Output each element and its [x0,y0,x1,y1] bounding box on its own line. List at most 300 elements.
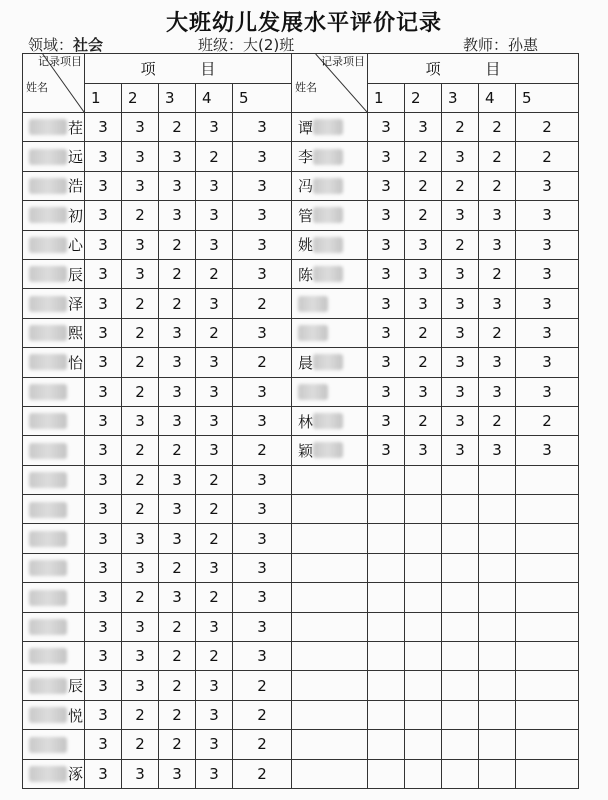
table-row [23,759,579,788]
score-cell: 3 [233,113,292,142]
student-name-cell [292,583,368,612]
student-name: 心 [68,236,84,255]
score-cell: 2 [122,377,159,406]
empty-cell [479,700,516,729]
student-name-cell [23,259,85,288]
table-body [23,113,579,789]
class-label: 班级： [198,36,244,54]
empty-cell [405,583,442,612]
redacted-name-blur [29,707,67,723]
score-cell: 2 [159,553,196,582]
score-cell: 3 [196,201,233,230]
table-row [23,230,579,259]
table-row [23,171,579,200]
student-name: 冯 [298,177,314,196]
score-cell: 3 [122,230,159,259]
empty-cell [516,465,579,494]
score-cell: 2 [122,318,159,347]
empty-cell [368,553,405,582]
score-cell: 2 [122,495,159,524]
score-cell: 3 [442,406,479,435]
empty-cell [442,465,479,494]
score-cell: 3 [233,524,292,553]
redacted-name-blur [29,119,67,135]
table-row [23,553,579,582]
empty-cell [368,495,405,524]
score-cell: 3 [405,113,442,142]
score-cell: 3 [85,348,122,377]
student-name: 辰 [68,677,84,696]
redacted-name-blur [29,560,67,576]
score-cell: 3 [196,289,233,318]
score-cell: 3 [122,142,159,171]
domain-value: 社会 [73,36,104,54]
score-cell: 3 [159,171,196,200]
score-cell: 3 [368,348,405,377]
student-name-cell [23,730,85,759]
score-cell: 2 [516,406,579,435]
empty-cell [368,759,405,788]
empty-cell [405,553,442,582]
redacted-name-blur [313,354,343,370]
score-cell: 3 [85,495,122,524]
empty-cell [442,671,479,700]
empty-cell [405,495,442,524]
score-cell: 3 [368,318,405,347]
student-name-cell [292,259,368,288]
score-cell: 2 [159,700,196,729]
redacted-name-blur [313,178,343,194]
score-cell: 3 [122,406,159,435]
score-cell: 3 [122,524,159,553]
table-row [23,318,579,347]
score-cell: 3 [85,671,122,700]
empty-cell [442,612,479,641]
empty-cell [479,730,516,759]
corner-label-name: 姓名 [295,81,317,94]
score-cell: 2 [122,465,159,494]
score-cell: 3 [233,142,292,171]
score-cell: 2 [122,583,159,612]
score-cell: 3 [442,318,479,347]
table-row [23,377,579,406]
score-cell: 3 [196,230,233,259]
score-cell: 3 [196,377,233,406]
item-number: 3 [442,83,479,113]
score-cell: 3 [159,759,196,788]
score-cell: 3 [85,583,122,612]
score-cell: 3 [479,201,516,230]
score-cell: 3 [122,671,159,700]
student-name: 浩 [68,177,84,196]
score-cell: 2 [405,348,442,377]
corner-header-left [23,54,85,113]
score-cell: 3 [516,348,579,377]
student-name-cell [292,465,368,494]
score-cell: 3 [85,612,122,641]
table-row [23,583,579,612]
score-cell: 3 [516,230,579,259]
score-cell: 3 [233,583,292,612]
score-cell: 2 [159,113,196,142]
score-cell: 3 [85,230,122,259]
score-cell: 3 [516,259,579,288]
empty-cell [442,642,479,671]
score-cell: 3 [233,612,292,641]
score-cell: 3 [159,406,196,435]
score-cell: 2 [122,730,159,759]
score-cell: 3 [479,230,516,259]
score-cell: 2 [122,201,159,230]
student-name: 泽 [68,295,84,314]
student-name-cell [292,377,368,406]
student-name-cell [292,730,368,759]
student-name-cell [23,524,85,553]
score-cell: 3 [196,553,233,582]
student-name-cell [292,612,368,641]
student-name-cell [23,583,85,612]
items-header-right: 项 目 [368,54,579,84]
score-cell: 2 [159,730,196,759]
student-name-cell [23,113,85,142]
score-cell: 3 [159,524,196,553]
student-name-cell [23,495,85,524]
score-cell: 3 [368,289,405,318]
score-cell: 3 [196,759,233,788]
document-title: 大班幼儿发展水平评价记录 [165,11,442,36]
teacher-value: 孙惠 [508,36,539,54]
student-name: 涿 [68,765,84,784]
score-cell: 3 [233,171,292,200]
score-cell: 3 [516,318,579,347]
redacted-name-blur [29,590,67,606]
score-cell: 3 [368,142,405,171]
score-cell: 3 [233,201,292,230]
domain-field [28,34,103,55]
student-name-cell [292,406,368,435]
score-cell: 3 [196,436,233,465]
student-name-cell [292,436,368,465]
score-cell: 3 [368,201,405,230]
table-row [23,113,579,142]
student-name: 谭 [298,118,314,137]
redacted-name-blur [29,413,67,429]
student-name: 颖 [298,441,314,460]
score-cell: 2 [196,495,233,524]
score-cell: 3 [159,583,196,612]
empty-cell [479,671,516,700]
student-name-cell [292,318,368,347]
student-name-cell [23,642,85,671]
student-name: 晨 [298,353,314,372]
score-cell: 3 [368,171,405,200]
empty-cell [405,730,442,759]
item-number: 1 [85,83,122,113]
score-cell: 3 [368,406,405,435]
empty-cell [368,642,405,671]
score-cell: 3 [479,289,516,318]
empty-cell [479,524,516,553]
score-cell: 2 [233,700,292,729]
empty-cell [442,730,479,759]
score-cell: 3 [405,230,442,259]
student-name: 怡 [68,353,84,372]
score-cell: 2 [516,142,579,171]
student-name-cell [23,201,85,230]
score-cell: 3 [196,406,233,435]
empty-cell [516,612,579,641]
student-name: 管 [298,206,314,225]
score-cell: 2 [233,436,292,465]
score-cell: 2 [405,171,442,200]
empty-cell [368,465,405,494]
score-cell: 3 [85,113,122,142]
score-cell: 3 [442,289,479,318]
empty-cell [516,642,579,671]
score-cell: 2 [159,671,196,700]
table-row [23,495,579,524]
student-name-cell [23,553,85,582]
table-row [23,730,579,759]
student-name-cell [23,612,85,641]
student-name-cell [292,553,368,582]
empty-cell [516,730,579,759]
score-cell: 2 [196,318,233,347]
student-name-cell [292,642,368,671]
score-cell: 2 [196,583,233,612]
score-cell: 2 [122,289,159,318]
score-cell: 3 [196,612,233,641]
score-cell: 2 [159,642,196,671]
score-cell: 2 [196,524,233,553]
evaluation-table [22,53,579,789]
score-cell: 3 [516,377,579,406]
score-cell: 3 [233,495,292,524]
items-header-left: 项 目 [85,54,292,84]
score-cell: 3 [85,259,122,288]
empty-cell [405,465,442,494]
empty-cell [516,583,579,612]
score-cell: 2 [122,700,159,729]
table-row [23,259,579,288]
student-name: 远 [68,148,84,167]
score-cell: 3 [85,142,122,171]
empty-cell [368,671,405,700]
score-cell: 3 [479,377,516,406]
student-name-cell [23,171,85,200]
score-cell: 3 [196,348,233,377]
item-number: 5 [516,83,579,113]
score-cell: 3 [516,201,579,230]
score-cell: 2 [196,259,233,288]
empty-cell [516,671,579,700]
score-cell: 2 [122,348,159,377]
score-cell: 2 [196,142,233,171]
redacted-name-blur [313,442,343,458]
student-name-cell [23,436,85,465]
score-cell: 2 [479,259,516,288]
score-cell: 2 [516,113,579,142]
score-cell: 3 [368,259,405,288]
score-cell: 2 [442,113,479,142]
redacted-name-blur [313,207,343,223]
redacted-name-blur [29,648,67,664]
student-name: 茬 [68,118,84,137]
student-name-cell [292,700,368,729]
score-cell: 3 [122,553,159,582]
student-name-cell [292,759,368,788]
empty-cell [479,465,516,494]
score-cell: 3 [368,113,405,142]
score-cell: 3 [233,406,292,435]
score-cell: 3 [85,171,122,200]
score-cell: 3 [85,406,122,435]
corner-header-right [292,54,368,113]
empty-cell [368,583,405,612]
score-cell: 2 [442,230,479,259]
score-cell: 2 [159,259,196,288]
student-name-cell [292,113,368,142]
score-cell: 3 [233,642,292,671]
table-row [23,406,579,435]
score-cell: 3 [516,171,579,200]
score-cell: 3 [85,642,122,671]
score-cell: 2 [159,612,196,641]
table-row [23,201,579,230]
score-cell: 2 [159,289,196,318]
score-cell: 3 [479,348,516,377]
item-number: 1 [368,83,405,113]
score-cell: 2 [479,113,516,142]
empty-cell [368,524,405,553]
empty-cell [516,553,579,582]
empty-cell [516,524,579,553]
table-row [23,436,579,465]
score-cell: 3 [442,201,479,230]
redacted-name-blur [29,472,67,488]
score-cell: 3 [233,553,292,582]
empty-cell [442,524,479,553]
student-name-cell [23,406,85,435]
score-cell: 3 [122,759,159,788]
score-cell: 2 [233,348,292,377]
redacted-name-blur [29,619,67,635]
redacted-name-blur [313,413,343,429]
teacher-field [463,34,538,55]
item-number: 4 [196,83,233,113]
empty-cell [479,495,516,524]
empty-cell [516,495,579,524]
score-cell: 3 [233,259,292,288]
redacted-name-blur [313,237,343,253]
empty-cell [368,700,405,729]
score-cell: 3 [85,553,122,582]
empty-cell [479,642,516,671]
score-cell: 2 [405,318,442,347]
student-name-cell [292,671,368,700]
redacted-name-blur [29,531,67,547]
score-cell: 3 [368,377,405,406]
score-cell: 3 [85,289,122,318]
score-cell: 3 [196,171,233,200]
student-name-cell [292,171,368,200]
empty-cell [442,700,479,729]
score-cell: 3 [122,642,159,671]
table-row [23,142,579,171]
empty-cell [368,730,405,759]
redacted-name-blur [29,237,67,253]
student-name-cell [23,230,85,259]
student-name-cell [23,289,85,318]
redacted-name-blur [29,207,67,223]
empty-cell [516,700,579,729]
score-cell: 2 [233,730,292,759]
score-cell: 3 [159,142,196,171]
score-cell: 2 [405,201,442,230]
redacted-name-blur [29,296,67,312]
item-number: 2 [122,83,159,113]
student-name: 辰 [68,265,84,284]
table-row [23,289,579,318]
score-cell: 3 [516,289,579,318]
score-cell: 3 [122,612,159,641]
item-number: 5 [233,83,292,113]
score-cell: 3 [85,201,122,230]
class-value: 大(2)班 [243,36,295,54]
redacted-name-blur [29,266,67,282]
redacted-name-blur [29,502,67,518]
table-row [23,465,579,494]
redacted-name-blur [29,325,67,341]
student-name: 林 [298,412,314,431]
student-name: 初 [68,206,84,225]
empty-cell [405,524,442,553]
score-cell: 3 [159,348,196,377]
score-cell: 3 [405,259,442,288]
domain-label: 领域： [28,36,74,54]
empty-cell [479,583,516,612]
score-cell: 3 [85,377,122,406]
student-name: 姚 [298,236,314,255]
score-cell: 2 [122,436,159,465]
redacted-name-blur [29,149,67,165]
score-cell: 2 [479,318,516,347]
score-cell: 3 [85,730,122,759]
student-name-cell [23,671,85,700]
empty-cell [405,671,442,700]
score-cell: 2 [159,436,196,465]
score-cell: 3 [442,142,479,171]
score-cell: 3 [233,465,292,494]
score-cell: 3 [85,524,122,553]
score-cell: 3 [196,113,233,142]
score-cell: 3 [122,113,159,142]
score-cell: 3 [159,318,196,347]
table-row [23,642,579,671]
score-cell: 3 [405,377,442,406]
score-cell: 3 [196,700,233,729]
score-cell: 3 [442,377,479,406]
student-name-cell [23,142,85,171]
empty-cell [442,583,479,612]
empty-cell [442,553,479,582]
student-name-cell [23,318,85,347]
student-name: 悦 [68,706,84,725]
table-row [23,671,579,700]
score-cell: 3 [85,436,122,465]
redacted-name-blur [298,296,328,312]
score-cell: 3 [85,759,122,788]
